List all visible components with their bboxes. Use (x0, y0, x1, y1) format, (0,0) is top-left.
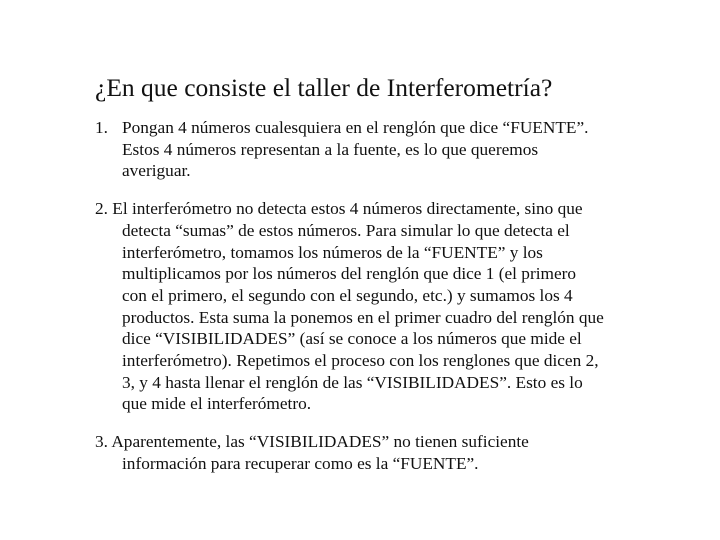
list-item-2-line-8: interferómetro). Repetimos el proceso con los renglones que dicen 2, (122, 351, 599, 371)
list-item-2 (95, 198, 635, 415)
list-item-2-line-6: productos. Esta suma la ponemos en el primer cuadro del renglón que (122, 307, 604, 327)
list-item-3-line-2: información para recuperar como es la “FUENTE”. (122, 453, 479, 473)
slide-title: ¿En que consiste el taller de Interferometría? (95, 73, 553, 102)
list-item-2-line-2: detecta “sumas” de estos números. Para simular lo que detecta el (122, 220, 570, 240)
list-item-2-line-7: dice “VISIBILIDADES” (así se conoce a los números que mide el (122, 329, 582, 349)
list-item-1-line-1 (95, 117, 635, 139)
list-item-3 (95, 431, 635, 474)
list-item-2-line-5: con el primero, el segundo con el segundo, etc.) y sumamos los 4 (122, 285, 573, 305)
list-item-2-line-9: 3, y 4 hasta llenar el renglón de las “VISIBILIDADES”. Esto es lo (122, 372, 583, 392)
numbered-list (95, 117, 635, 475)
list-item-1-line-3: averiguar. (122, 161, 191, 181)
list-item-1-line-1-text: Pongan 4 números cualesquiera en el renglón que dice “FUENTE”. (122, 118, 589, 137)
list-item-3-line-1: 3. Aparentemente, las “VISIBILIDADES” no tienen suficiente (95, 432, 529, 452)
list-item-2-line-3: interferómetro, tomamos los números de la “FUENTE” y los (122, 242, 543, 262)
list-item-2-line-1: 2. El interferómetro no detecta estos 4 números directamente, sino que (95, 199, 583, 219)
list-item-2-line-4: multiplicamos por los números del renglón que dice 1 (el primero (122, 264, 577, 284)
list-item-1-line-2: Estos 4 números representan a la fuente, es lo que queremos (122, 139, 539, 159)
list-item-1-number: 1. (95, 118, 108, 137)
list-item-1 (95, 117, 635, 182)
list-item-2-line-10: que mide el interferómetro. (122, 394, 312, 414)
